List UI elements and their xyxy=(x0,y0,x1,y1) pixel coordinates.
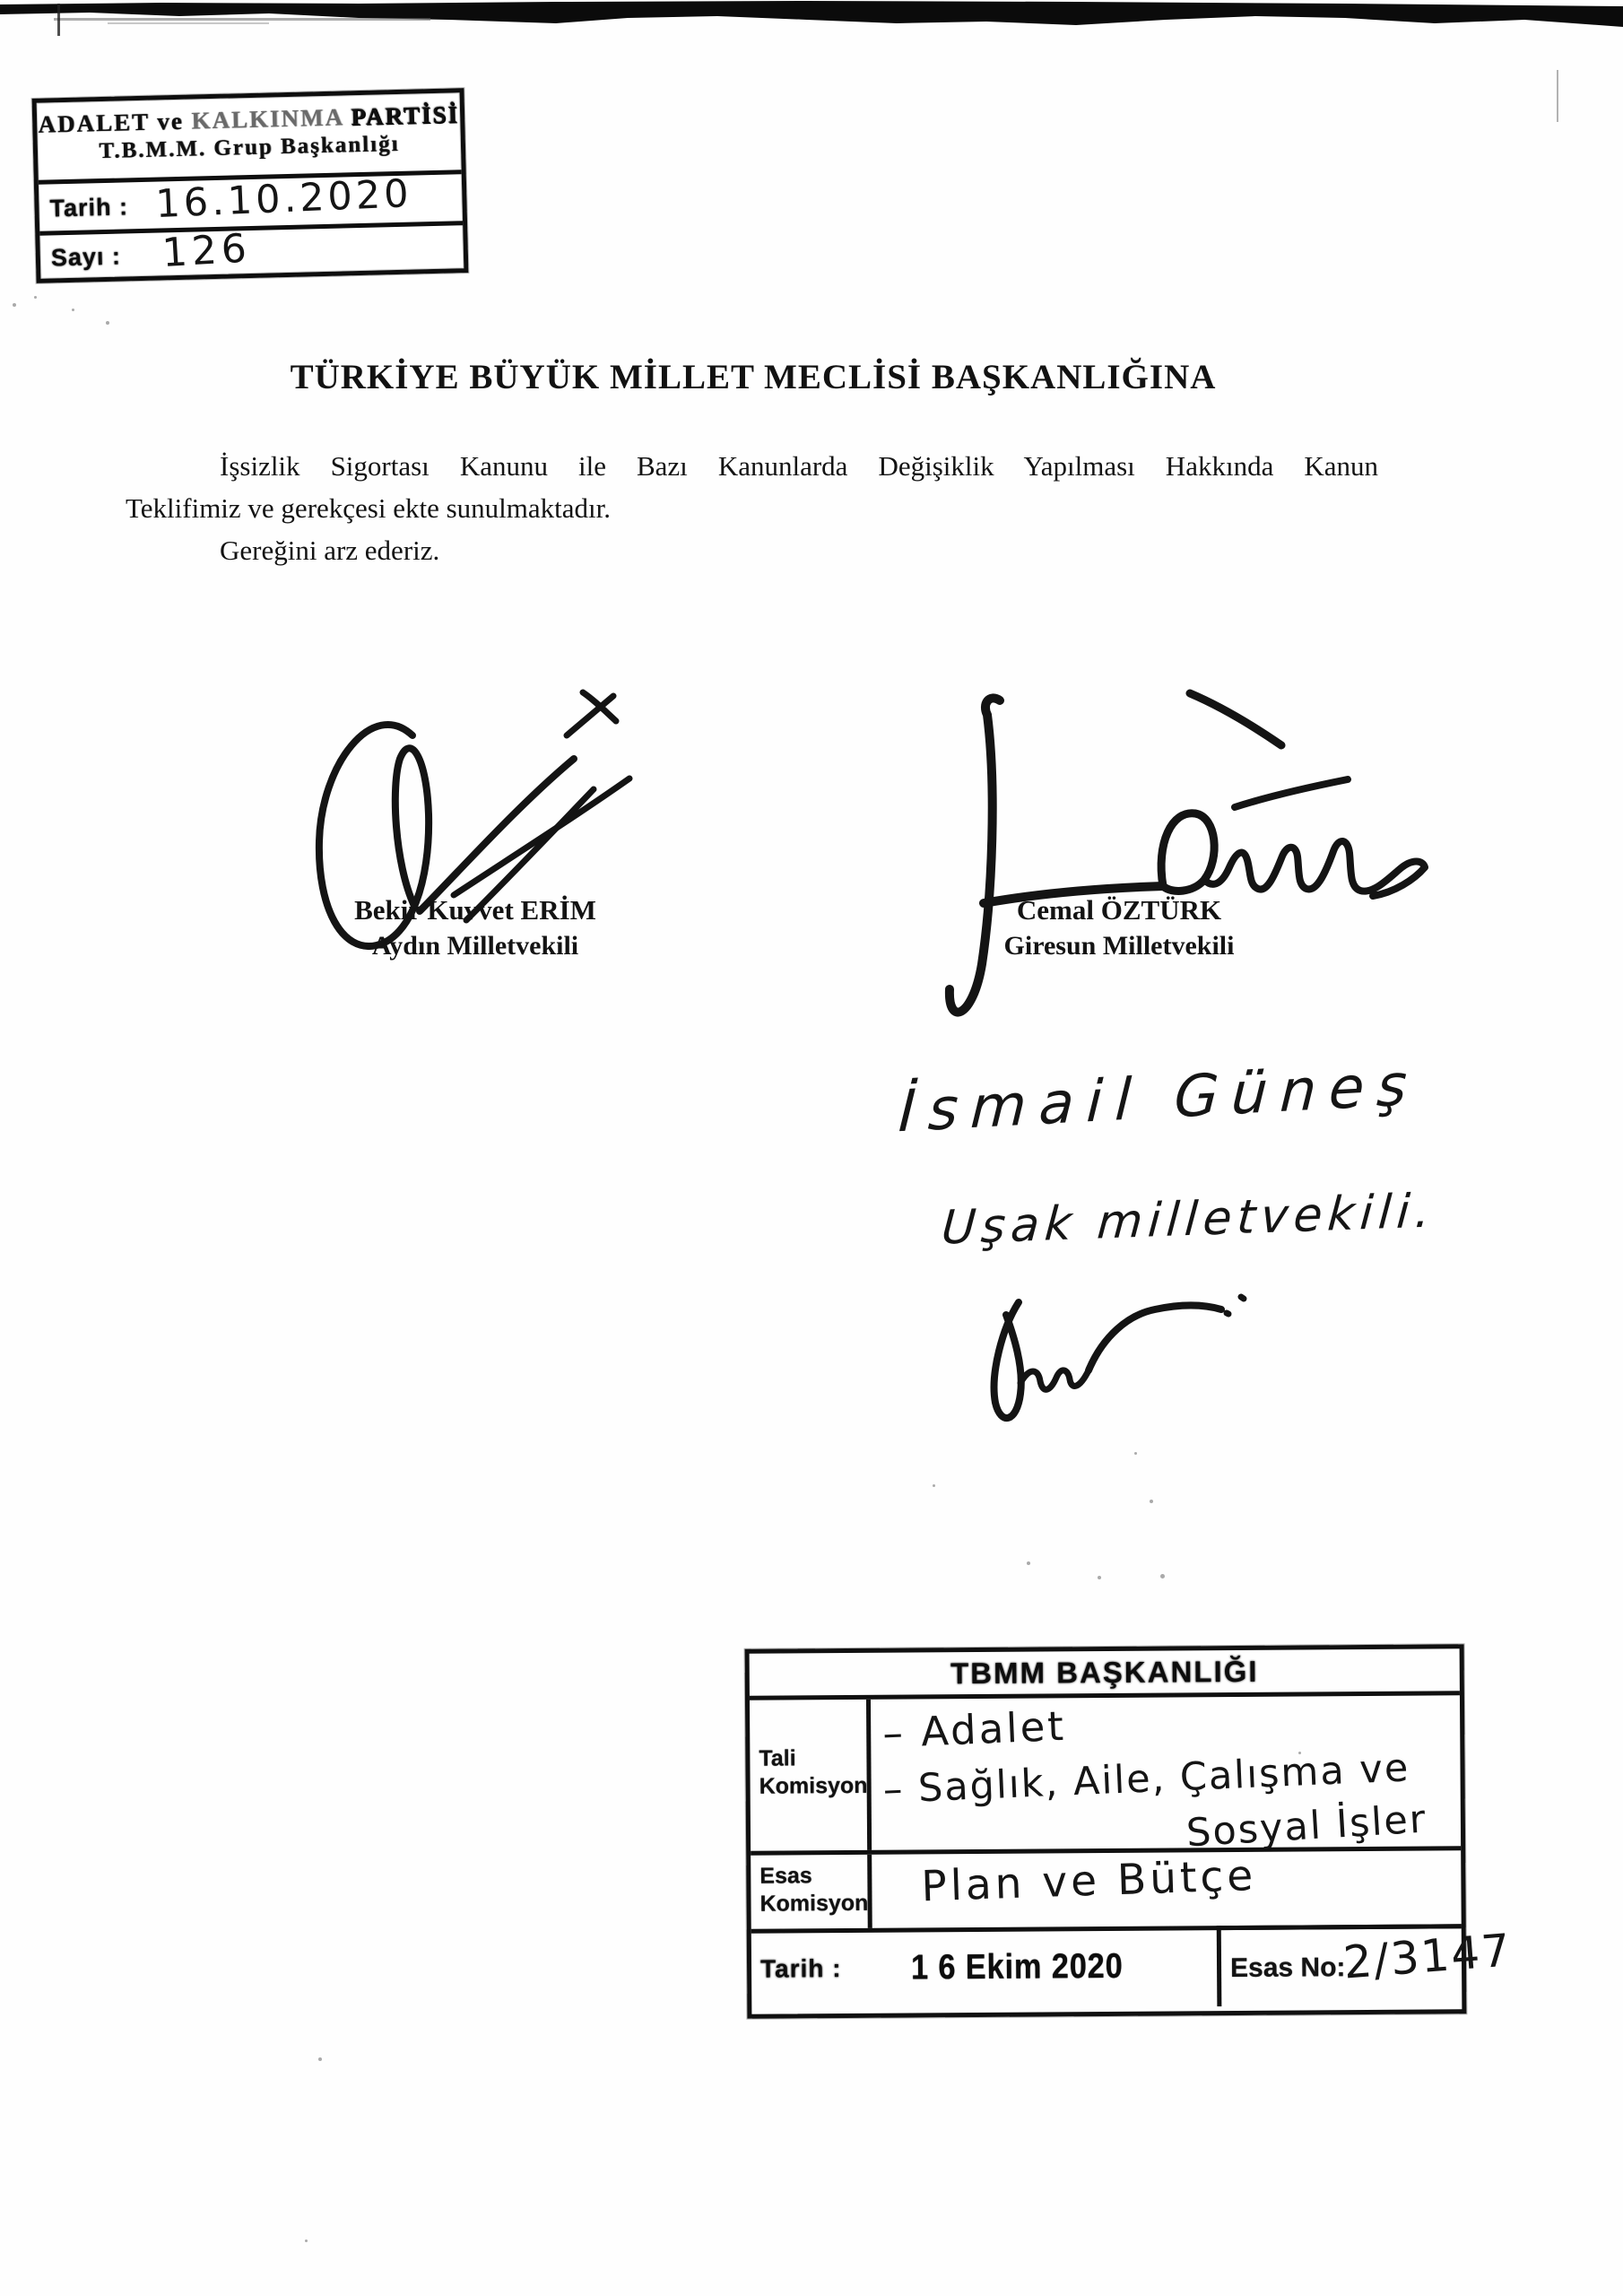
body-line-1: İşsizlik Sigortası Kanunu ile Bazı Kanunlarda Değişiklik Yapılması Hakkında Kanun xyxy=(220,450,1378,482)
party-group-line: T.B.M.M. Grup Başkanlığı xyxy=(99,131,400,164)
stamp-date-label: Tarih : xyxy=(49,193,129,222)
party-stamp-org xyxy=(37,92,462,185)
stamp-date-value: 16.10.2020 xyxy=(154,171,413,228)
handwritten-name: İsmail Güneş xyxy=(897,1051,1421,1146)
handwritten-title: Uşak milletvekili. xyxy=(940,1184,1437,1256)
party-name-part3: PARTİSİ xyxy=(343,100,460,131)
party-group-stamp xyxy=(32,88,469,283)
party-name-part1: ADALET ve xyxy=(38,107,192,138)
tbmm-registry-table xyxy=(745,1644,1514,2019)
stamp-number-value: 126 xyxy=(161,225,253,277)
esas-no-value: 2/3147 xyxy=(1341,1924,1514,1989)
stamp-number-label: Sayı : xyxy=(50,242,122,272)
signer-right xyxy=(931,892,1307,964)
esas-no-label: Esas No: xyxy=(1229,1952,1346,1984)
registry-header: TBMM BAŞKANLIĞI xyxy=(750,1648,1460,1700)
signer-left-name: Bekir Kuvvet ERİM xyxy=(354,894,596,926)
tali-value-1: – Adalet xyxy=(881,1701,1068,1758)
signature-cemal-ozturk xyxy=(946,659,1430,1036)
signer-right-title: Giresun Milletvekili xyxy=(1003,931,1235,961)
registry-row-tali xyxy=(750,1695,1461,1856)
registry-row-tarih xyxy=(751,1924,1514,2005)
tarih-date-stamp: 1 6 Ekim 2020 xyxy=(910,1946,1124,1987)
signer-right-name: Cemal ÖZTÜRK xyxy=(1016,894,1222,926)
scan-artifact-right-line xyxy=(1557,70,1558,122)
tali-komisyon-label: Tali Komisyon xyxy=(759,1745,868,1799)
party-stamp-number-row xyxy=(39,225,464,279)
esas-value: Plan ve Bütçe xyxy=(920,1850,1258,1912)
body-line-2: Teklifimiz ve gerekçesi ekte sunulmaktadır. xyxy=(126,492,612,524)
esas-komisyon-label: Esas Komisyon xyxy=(759,1863,869,1917)
scan-artifact-top-band xyxy=(0,0,1623,36)
tarih-label: Tarih : xyxy=(759,1954,842,1983)
document-title: TÜRKİYE BÜYÜK MİLLET MECLİSİ BAŞKANLIĞINA xyxy=(290,358,1217,396)
esas-komisyon-cell xyxy=(751,1855,872,1929)
signature-ismail-gunes xyxy=(961,1275,1257,1432)
signer-left-title: Aydın Milletvekili xyxy=(371,931,579,961)
esas-no-cell xyxy=(1217,1924,1514,2006)
body-line-3: Gereğini arz ederiz. xyxy=(220,535,440,566)
tali-komisyon-cell xyxy=(750,1700,872,1851)
registry-row-esas xyxy=(751,1850,1462,1934)
signer-left xyxy=(287,892,664,964)
body-paragraph xyxy=(126,445,1381,571)
party-name-part2: KALKINMA xyxy=(191,103,343,135)
tali-value-3: Sosyal İşler xyxy=(1185,1796,1428,1857)
tali-value-2: – Sağlık, Aile, Çalışma ve xyxy=(881,1745,1411,1813)
